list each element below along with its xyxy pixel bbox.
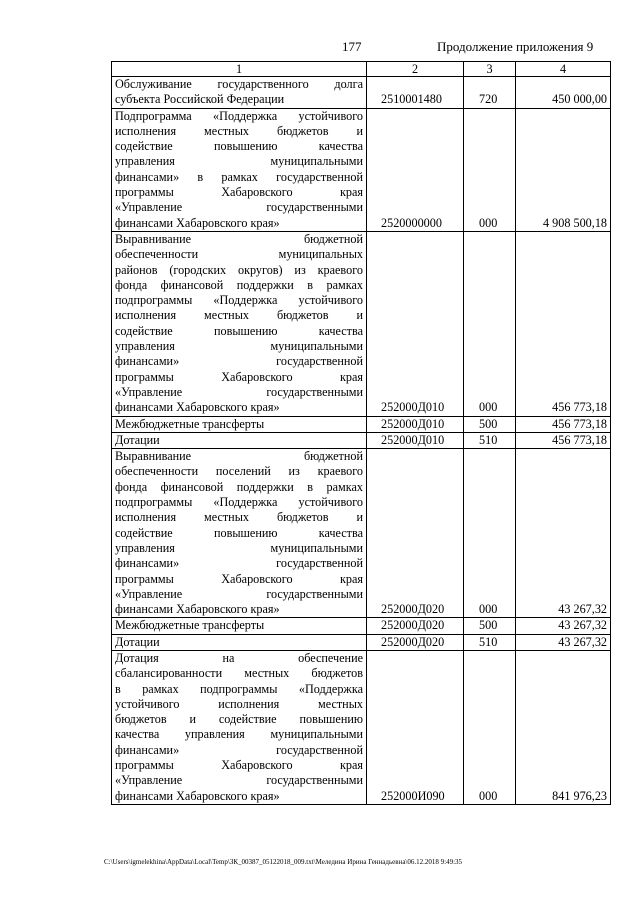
row-name-line: финансами Хабаровского края» (115, 400, 280, 415)
continuation-title: Продолжение приложения 9 (437, 39, 594, 54)
row-name-line: подпрограммы «Поддержка устойчивого (115, 293, 363, 308)
row-name-line: финансами Хабаровского края» (115, 788, 280, 803)
row-name-line: программы Хабаровского края (115, 185, 363, 200)
table-row (112, 108, 611, 231)
row-code-cell: 252000Д020 (367, 634, 464, 650)
row-name-line: финансами Хабаровского края» (115, 215, 280, 230)
row-name-line: устойчивого исполнения местных (115, 696, 363, 711)
row-type-cell: 500 (464, 618, 516, 634)
row-name-cell (112, 634, 367, 650)
row-name-line: подпрограммы «Поддержка устойчивого (115, 495, 363, 510)
table-row (112, 618, 611, 634)
row-name-line: Дотации (115, 634, 160, 649)
row-name-line: обеспеченности поселений из краевого (115, 464, 363, 479)
row-name-line: содействие повышению качества (115, 525, 363, 540)
row-name-line: Дотация на обеспечение (115, 650, 363, 665)
row-name-line: бюджетов и содействие повышению (115, 712, 363, 727)
row-name-line: управления муниципальными (115, 540, 363, 555)
row-name-cell (112, 618, 367, 634)
row-name-cell (112, 77, 367, 109)
row-code-cell: 2520000000 (367, 108, 464, 231)
row-name-line: исполнения местных бюджетов и (115, 510, 363, 525)
row-name-line: фонда финансовой поддержки в рамках (115, 479, 363, 494)
table-row (112, 650, 611, 804)
row-name-line: качества управления муниципальными (115, 727, 363, 742)
row-name-line: содействие повышению качества (115, 139, 363, 154)
column-header: 4 (516, 62, 611, 77)
row-code-cell: 252000Д010 (367, 416, 464, 432)
row-name-line: исполнения местных бюджетов и (115, 308, 363, 323)
row-name-line: управления муниципальными (115, 339, 363, 354)
row-name-line: управления муниципальными (115, 154, 363, 169)
row-name-line: содействие повышению качества (115, 323, 363, 338)
row-name-line: сбалансированности местных бюджетов (115, 666, 363, 681)
column-header: 1 (112, 62, 367, 77)
table-row (112, 416, 611, 432)
row-name-line: Подпрограмма «Поддержка устойчивого (115, 108, 363, 123)
row-name-cell (112, 432, 367, 448)
row-code-cell: 252000Д010 (367, 231, 464, 416)
row-amount-cell: 456 773,18 (516, 416, 611, 432)
row-name-cell (112, 449, 367, 618)
row-name-line: финансами» государственной (115, 354, 363, 369)
row-name-line: «Управление государственными (115, 773, 363, 788)
row-name-line: программы Хабаровского края (115, 571, 363, 586)
page-number: 177 (342, 39, 362, 54)
row-name-line: Выравнивание бюджетной (115, 449, 363, 464)
row-type-cell: 510 (464, 432, 516, 448)
row-type-cell: 000 (464, 449, 516, 618)
row-amount-cell: 43 267,32 (516, 634, 611, 650)
file-path-footer: C:\Users\igmelekhina\AppData\Local\Temp\ЗК_00387_05122018_009.txt\Меледина Ирина Геннадьевна\06.12.2018 9:49:35 (104, 858, 463, 866)
row-name-cell (112, 231, 367, 416)
row-code-cell: 252000Д010 (367, 432, 464, 448)
column-header: 3 (464, 62, 516, 77)
row-name-line: «Управление государственными (115, 384, 363, 399)
row-code-cell: 252000И090 (367, 650, 464, 804)
row-type-cell: 720 (464, 77, 516, 109)
row-name-line: субъекта Российской Федерации (115, 92, 285, 107)
row-name-line: обеспеченности муниципальных (115, 247, 363, 262)
table-row (112, 634, 611, 650)
row-name-cell (112, 108, 367, 231)
row-name-line: Дотации (115, 432, 160, 447)
row-name-line: исполнения местных бюджетов и (115, 123, 363, 138)
row-amount-cell: 43 267,32 (516, 618, 611, 634)
row-name-line: программы Хабаровского края (115, 369, 363, 384)
row-name-line: Межбюджетные трансферты (115, 618, 265, 633)
row-name-line: районов (городских округов) из краевого (115, 262, 363, 277)
table-row (112, 77, 611, 109)
row-code-cell: 2510001480 (367, 77, 464, 109)
row-amount-cell: 841 976,23 (516, 650, 611, 804)
row-name-line: Межбюджетные трансферты (115, 416, 265, 431)
row-name-cell (112, 416, 367, 432)
table-row (112, 449, 611, 618)
row-type-cell: 500 (464, 416, 516, 432)
row-name-line: финансами» государственной (115, 556, 363, 571)
table-row (112, 432, 611, 448)
row-name-line: Выравнивание бюджетной (115, 231, 363, 246)
row-amount-cell: 450 000,00 (516, 77, 611, 109)
row-name-line: «Управление государственными (115, 586, 363, 601)
row-name-line: финансами» государственной (115, 742, 363, 757)
row-name-line: Обслуживание государственного долга (115, 77, 363, 91)
row-type-cell: 000 (464, 231, 516, 416)
row-code-cell: 252000Д020 (367, 618, 464, 634)
row-name-line: финансами Хабаровского края» (115, 602, 280, 617)
row-name-line: «Управление государственными (115, 200, 363, 215)
row-name-line: фонда финансовой поддержки в рамках (115, 277, 363, 292)
budget-table (111, 61, 611, 805)
row-amount-cell: 456 773,18 (516, 432, 611, 448)
row-type-cell: 510 (464, 634, 516, 650)
table-row (112, 231, 611, 416)
row-amount-cell: 43 267,32 (516, 449, 611, 618)
row-amount-cell: 456 773,18 (516, 231, 611, 416)
row-amount-cell: 4 908 500,18 (516, 108, 611, 231)
row-type-cell: 000 (464, 108, 516, 231)
table-header-row (112, 62, 611, 77)
row-name-line: финансами» в рамках государственной (115, 169, 363, 184)
row-code-cell: 252000Д020 (367, 449, 464, 618)
row-name-line: программы Хабаровского края (115, 758, 363, 773)
row-name-line: в рамках подпрограммы «Поддержка (115, 681, 363, 696)
column-header: 2 (367, 62, 464, 77)
row-name-cell (112, 650, 367, 804)
row-type-cell: 000 (464, 650, 516, 804)
